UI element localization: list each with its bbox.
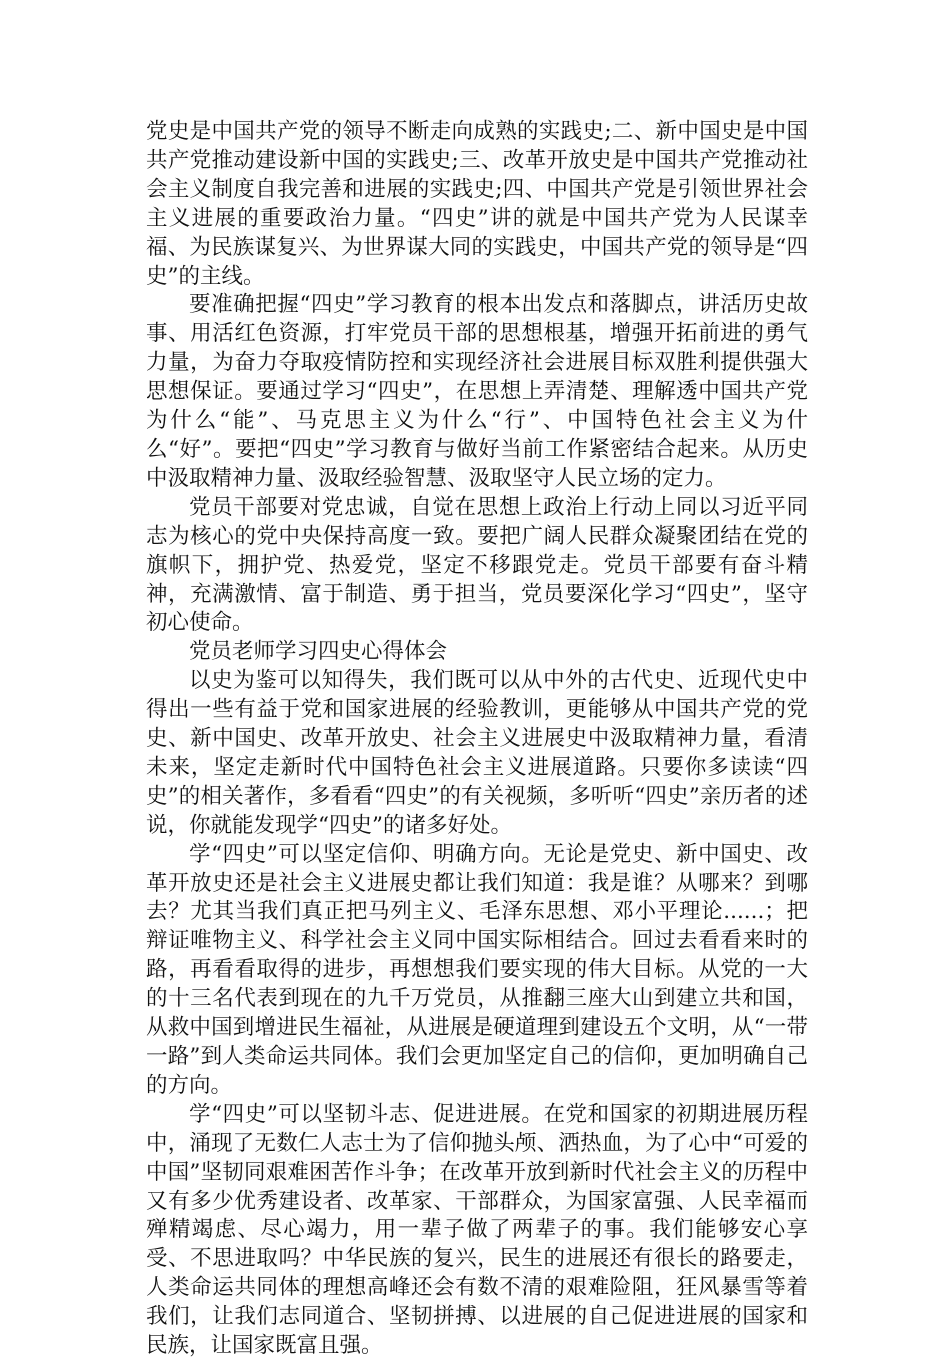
section-title: 党员老师学习四史心得体会 — [189, 639, 448, 665]
paragraph-5: 学“四史”可以坚定信仰、明确方向。无论是党史、新中国史、改革开放史还是社会主义进展史都让我们知道：我是谁？从哪来？到哪去？尤其当我们真正把马列主义、毛泽东思想、邓小平理论......；把辩证唯物主义、科学社会主义同中国实际相结合。回过去看看来时的路，再看看取得的进步，再想想我们要实现的伟大目标。从党的一大的十三名代表到现在的九千万党员，从推翻三座大山到建立共和国，从救中国到增进民生福祉，从进展是硬道理到建设五个文明，从“一带一路”到人类命运共同体。我们会更加坚定自己的信仰，更加明确自己的方向。 — [146, 841, 808, 1098]
paragraph-4: 以史为鉴可以知得失，我们既可以从中外的古代史、近现代史中得出一些有益于党和国家进展的经验教训，更能够从中国共产党的党史、新中国史、改革开放史、社会主义进展史中汲取精神力量，看清未来，坚定走新时代中国特色社会主义进展道路。只要你多读读“四史”的相关著作，多看看“四史”的有关视频，多听听“四史”亲历者的述说，你就能发现学“四史”的诸多好处。 — [146, 668, 808, 838]
paragraph-1: 党史是中国共产党的领导不断走向成熟的实践史;二、新中国史是中国共产党推动建设新中国的实践史;三、改革开放史是中国共产党推动社会主义制度自我完善和进展的实践史;四、中国共产党是引领世界社会主义进展的重要政治力量。“四史”讲的就是中国共产党为人民谋幸福、为民族谋复兴、为世界谋大同的实践史，中国共产党的领导是“四史”的主线。 — [146, 119, 808, 289]
paragraph-2: 要准确把握“四史”学习教育的根本出发点和落脚点，讲活历史故事、用活红色资源，打牢党员干部的思想根基，增强开拓前进的勇气力量，为奋力夺取疫情防控和实现经济社会进展目标双胜利提供强大思想保证。要通过学习“四史”，在思想上弄清楚、理解透中国共产党为什么“能”、马克思主义为什么“行”、中国特色社会主义为什么“好”。要把“四史”学习教育与做好当前工作紧密结合起来。从历史中汲取精神力量、汲取经验智慧、汲取坚守人民立场的定力。 — [146, 292, 808, 491]
paragraph-6: 学“四史”可以坚韧斗志、促进进展。在党和国家的初期进展历程中，涌现了无数仁人志士为了信仰抛头颅、洒热血，为了心中“可爱的中国”坚韧同艰难困苦作斗争；在改革开放到新时代社会主义的历程中又有多少优秀建设者、改革家、干部群众，为国家富强、人民幸福而殚精竭虑、尽心竭力，用一辈子做了两辈子的事。我们能够安心享受、不思进取吗？中华民族的复兴，民生的进展还有很长的路要走，人类命运共同体的理想高峰还会有数不清的艰难险阻，狂风暴雪等着我们，让我们志同道合、坚韧拼搏、以进展的自己促进进展的国家和民族，让国家既富且强。 — [146, 1101, 808, 1359]
paragraph-3: 党员干部要对党忠诚，自觉在思想上政治上行动上同以习近平同志为核心的党中央保持高度一致。要把广阔人民群众凝聚团结在党的旗帜下，拥护党、热爱党，坚定不移跟党走。党员干部要有奋斗精神，充满激情、富于制造、勇于担当，党员要深化学习“四史”，坚守初心使命。 — [146, 494, 808, 636]
document-body — [146, 118, 808, 1361]
